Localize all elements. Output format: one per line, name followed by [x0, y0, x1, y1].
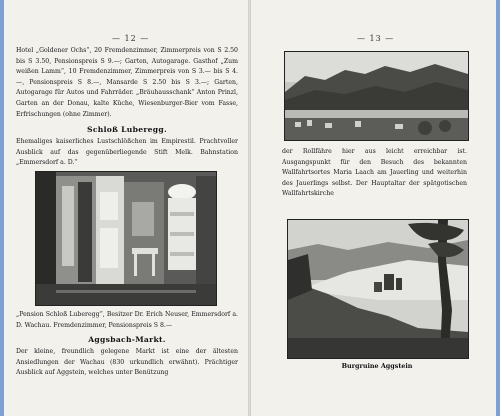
photo-interior-luberegg	[35, 171, 217, 306]
landscape-photo-image	[285, 52, 468, 140]
photo-aggstein-ruin	[287, 219, 469, 359]
right-page	[251, 0, 496, 416]
luberegg-description: Ehemaliges kaiserliches Lustschlößchen im Empirestil. Prachtvoller Ausblick auf das gegenüberliegende Stift Melk. Bahnstation „Emmersdorf a. D.“	[16, 138, 238, 167]
luberegg-pension-caption: „Pension Schloß Luberegg“, Besitzer Dr. Erich Neuser, Emmersdorf a. D. Wachau. Fremdenzimmer, Pensionspreis S 8.—	[16, 311, 238, 329]
photo-caption-aggstein: Burgruine Aggstein	[341, 362, 413, 370]
aggsbach-continued-text: der Rollfähre hier aus leicht erreichbar ist. Ausgangspunkt für den Besuch des bekannten Wallfahrtsortes Maria Laach am Jauerling und weiterhin des Jauerlings selbst. Der Hauptaltar der spätgotischen Wallfahrtskirche	[282, 148, 467, 198]
hotel-listing-text: Hotel „Goldener Ochs“, 20 Fremdenzimmer, Zimmerpreis von S 2.50 bis S 3.50, Pensionspreis S 9.—; Garten, Autogarage. Gasthof „Zum weißen Lamm“, 10 Fremdenzimmer, Zimmerpreis von S 3.— bis S 4.—, Pensionspreis S 8.—, Mansarde S 2.50 bis S 3.—; Garten, Autogarage für Autos und Fahrräder. „Bräuhausschank“ Anton Prinzl, Garten an der Donau, kalte Küche, Wiesenburger-Bier vom Fasse, Erfrischungen (ohne Zimmer).	[16, 47, 238, 118]
section-heading-luberegg: Schloß Luberegg.	[87, 125, 167, 134]
interior-photo-image	[36, 172, 216, 305]
aggsbach-description: Der kleine, freundlich gelegene Markt ist eine der ältesten Ansiedlungen der Wachau (830 urkundlich erwähnt). Prächtiger Ausblick auf Aggstein, welches unter Benützung	[16, 348, 238, 377]
left-page	[4, 0, 248, 416]
section-heading-aggsbach: Aggsbach-Markt.	[88, 335, 166, 344]
page-number: — 13 —	[357, 34, 395, 43]
page-number: — 12 —	[112, 34, 150, 43]
photo-danube-landscape	[284, 51, 469, 141]
ruin-photo-image	[288, 220, 468, 358]
